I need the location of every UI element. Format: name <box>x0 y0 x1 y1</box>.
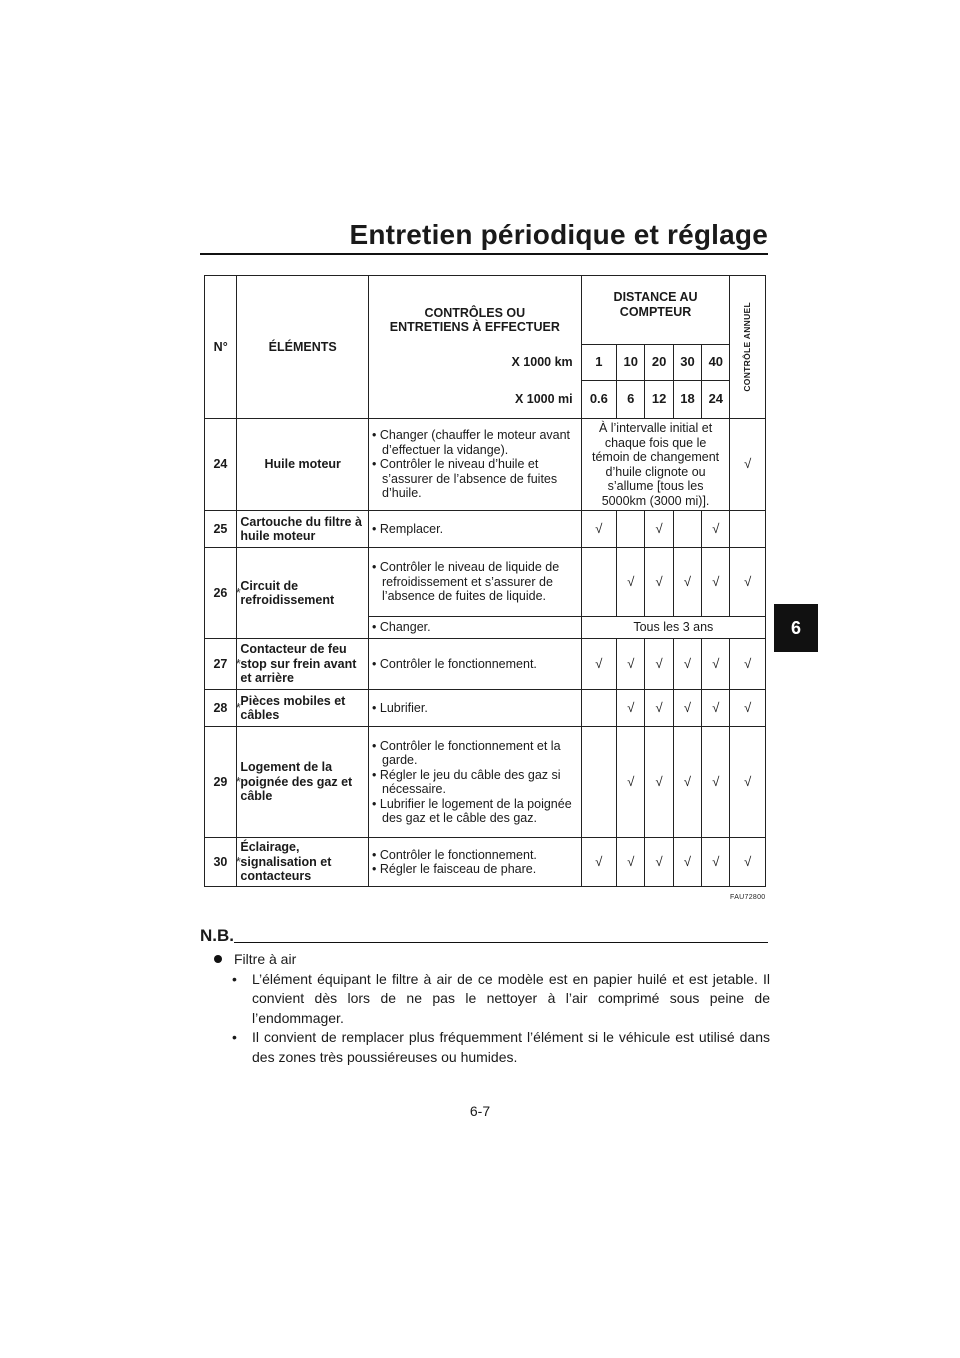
mi-0-6: 0.6 <box>581 381 616 419</box>
check-cell: √ <box>730 838 766 887</box>
row-interval-note: À l’intervalle initial et chaque fois que le témoin de changement d’huile clignote ou s’allume [tous les 5000km (3000 mi)]. <box>581 419 730 511</box>
check-cell: √ <box>617 690 645 727</box>
check-cell: √ <box>645 548 673 617</box>
mi-24: 24 <box>702 381 730 419</box>
header-no: N° <box>205 276 237 419</box>
table-row <box>205 639 766 690</box>
row-mark: * <box>236 727 237 838</box>
check-cell: √ <box>702 838 730 887</box>
row-mark: * <box>236 838 237 887</box>
row-element: Huile moteur <box>237 419 369 511</box>
check-cell: √ <box>673 838 701 887</box>
row-actions: • Contrôler le fonctionnement. • Régler le faisceau de phare. <box>369 838 582 887</box>
row-number: 30 <box>205 838 236 887</box>
check-cell: √ <box>702 511 730 548</box>
row-action: • Contrôler le fonctionnement. <box>369 639 582 690</box>
header-row <box>205 276 766 345</box>
maintenance-table <box>204 275 766 887</box>
check-cell: √ <box>702 727 730 838</box>
bullet-icon: • <box>232 970 237 987</box>
km-1: 1 <box>581 345 616 381</box>
note-rule <box>234 942 768 943</box>
reference-code: FAU72800 <box>730 894 766 901</box>
check-cell: √ <box>617 639 645 690</box>
row-number: 25 <box>205 511 236 548</box>
check-cell: √ <box>617 548 645 617</box>
check-cell: √ <box>581 639 616 690</box>
km-10: 10 <box>617 345 645 381</box>
row-actions: • Changer (chauffer le moteur avant d’effectuer la vidange). • Contrôler le niveau d’huile et s’assurer de l’absence de fuites d’huile. <box>369 419 582 511</box>
bullet-icon: • <box>232 1029 237 1045</box>
check-cell: √ <box>673 690 701 727</box>
check-cell: √ <box>702 690 730 727</box>
row-element: Logement de la poignée des gaz et câble <box>237 727 369 838</box>
row-mark: * <box>236 548 237 639</box>
check-cell: √ <box>673 727 701 838</box>
check-cell: √ <box>673 639 701 690</box>
row-element: Cartouche du filtre à huile moteur <box>237 511 369 548</box>
mi-6: 6 <box>617 381 645 419</box>
table-row <box>205 727 766 838</box>
check-cell <box>730 511 766 548</box>
header-controls: CONTRÔLES OU ENTRETIENS À EFFECTUER <box>369 276 582 345</box>
row-mark: * <box>236 639 237 690</box>
check-cell <box>581 727 616 838</box>
bullet-dot-icon <box>214 955 222 963</box>
table-row <box>205 511 766 548</box>
row-number: 28 <box>205 690 236 727</box>
check-cell: √ <box>730 727 766 838</box>
check-cell: √ <box>702 548 730 617</box>
mi-12: 12 <box>645 381 673 419</box>
table-row <box>205 690 766 727</box>
km-label: X 1000 km <box>369 345 582 381</box>
check-cell: √ <box>730 690 766 727</box>
header-elements: ÉLÉMENTS <box>237 276 369 419</box>
page-title: Entretien périodique et réglage <box>349 219 768 250</box>
check-cell: √ <box>617 838 645 887</box>
check-cell: √ <box>730 548 766 617</box>
row-action: • Remplacer. <box>369 511 582 548</box>
table-row <box>205 419 766 511</box>
title-rule <box>200 253 768 255</box>
header-distance: DISTANCE AU COMPTEUR <box>581 276 730 345</box>
check-cell: √ <box>730 639 766 690</box>
row-element: Pièces mobiles et câbles <box>237 690 369 727</box>
note-body <box>214 950 770 1067</box>
row-interval-note: Tous les 3 ans <box>581 617 765 639</box>
check-cell: √ <box>645 838 673 887</box>
km-20: 20 <box>645 345 673 381</box>
row-number: 26 <box>205 548 236 639</box>
check-cell: √ <box>581 511 616 548</box>
note-item: Filtre à air <box>214 950 770 970</box>
row-element: Éclairage, signalisation et contacteurs <box>237 838 369 887</box>
note-heading: N.B. <box>200 926 234 945</box>
check-cell: √ <box>645 511 673 548</box>
check-cell: √ <box>581 838 616 887</box>
km-30: 30 <box>673 345 701 381</box>
check-cell: √ <box>645 690 673 727</box>
table-row <box>205 548 766 617</box>
note-subitem: • L’élément équipant le filtre à air de ce modèle est en papier huilé et est jetable. Il convient dès lors de ne pas le nettoyer à l’air comprimé sous peine de l’endommager. <box>232 970 770 1026</box>
table-row <box>205 838 766 887</box>
note-subitem: • Il convient de remplacer plus fréquemment l’élément si le véhicule est utilisé dans des zones très poussiéreuses ou humides. <box>232 1029 770 1065</box>
row-action: • Contrôler le niveau de liquide de refroidissement et s’assurer de l’absence de fuites de liquide. <box>369 548 582 617</box>
row-mark: * <box>236 690 237 727</box>
check-cell: √ <box>617 727 645 838</box>
row-element: Circuit de refroidissement <box>237 548 369 639</box>
check-cell <box>673 511 701 548</box>
mi-18: 18 <box>673 381 701 419</box>
row-element: Contacteur de feu stop sur frein avant et arrière <box>237 639 369 690</box>
check-cell: √ <box>645 727 673 838</box>
page-number: 6-7 <box>469 1103 491 1119</box>
check-cell <box>581 548 616 617</box>
annual-check: √ <box>730 419 766 511</box>
check-cell <box>617 511 645 548</box>
check-cell: √ <box>702 639 730 690</box>
row-actions: • Contrôler le fonctionnement et la garde. • Régler le jeu du câble des gaz si nécessaire. • Lubrifier le logement de la poignée des gaz et le câble des gaz. <box>369 727 582 838</box>
row-action: • Lubrifier. <box>369 690 582 727</box>
mi-label: X 1000 mi <box>369 381 582 419</box>
check-cell <box>581 690 616 727</box>
check-cell: √ <box>645 639 673 690</box>
check-cell: √ <box>673 548 701 617</box>
km-40: 40 <box>702 345 730 381</box>
row-number: 29 <box>205 727 236 838</box>
chapter-tab: 6 <box>774 604 818 652</box>
row-number: 24 <box>205 419 236 511</box>
row-action: • Changer. <box>369 617 582 639</box>
header-annual: CONTRÔLE ANNUEL <box>730 276 766 419</box>
row-number: 27 <box>205 639 236 690</box>
